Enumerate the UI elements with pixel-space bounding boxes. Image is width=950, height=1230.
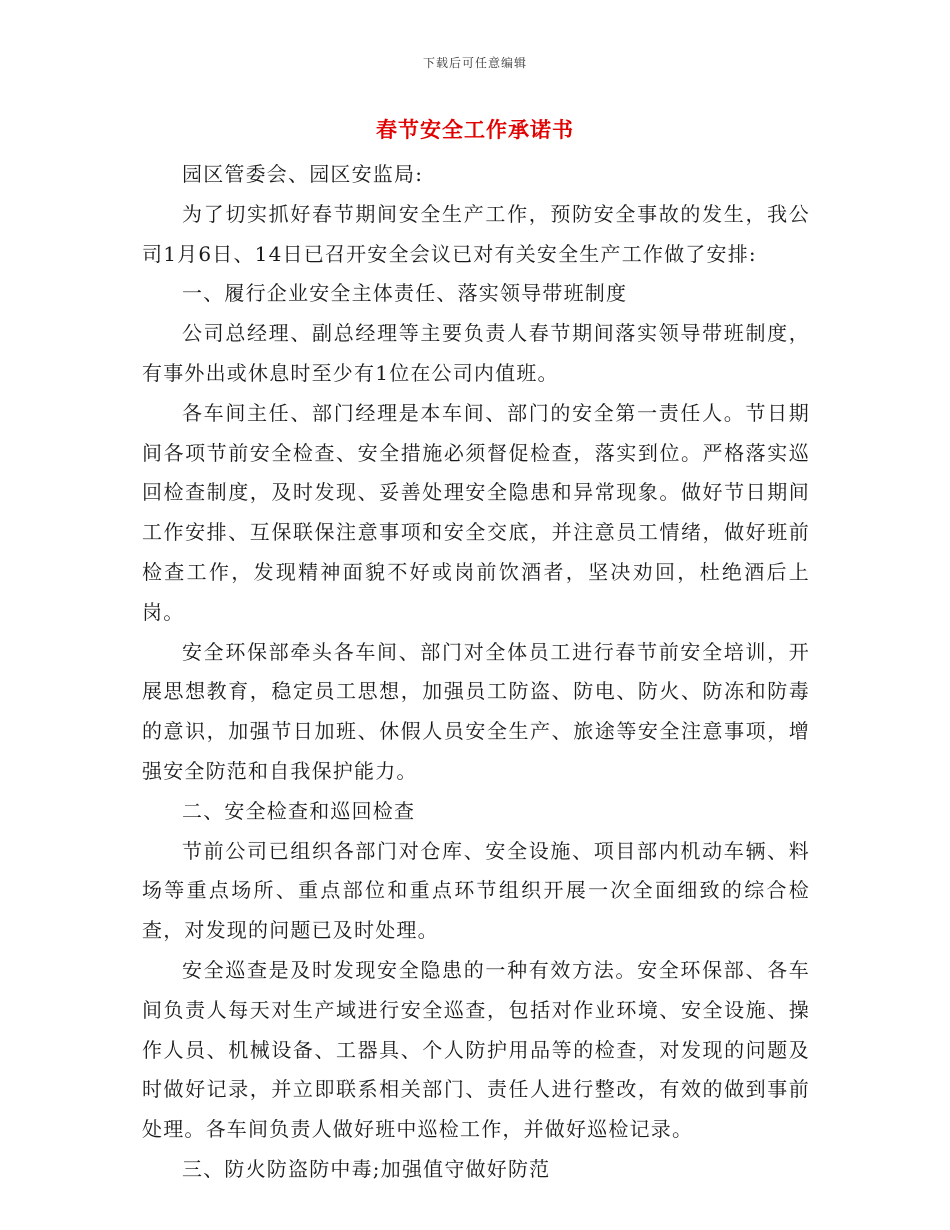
document-body — [142, 155, 810, 1190]
paragraph: 节前公司已组织各部门对仓库、安全设施、项目部内机动车辆、料场等重点场所、重点部位和重点环节组织开展一次全面细致的综合检查，对发现的问题已及时处理。 — [142, 838, 810, 943]
section-heading-3: 三、防火防盗防中毒;加强值守做好防范 — [182, 1156, 551, 1181]
paragraph: 安全环保部牵头各车间、部门对全体员工进行春节前安全培训，开展思想教育，稳定员工思想，加强员工防盗、防电、防火、防冻和防毒的意识，加强节日加班、休假人员安全生产、旅途等安全注意事项，增强安全防范和自我保护能力。 — [142, 639, 810, 783]
paragraph: 安全巡查是及时发现安全隐患的一种有效方法。安全环保部、各车间负责人每天对生产域进行安全巡查，包括对作业环境、安全设施、操作人员、机械设备、工器具、个人防护用品等的检查，对发现的问题及时做好记录，并立即联系相关部门、责任人进行整改，有效的做到事前处理。各车间负责人做好班中巡检工作，并做好巡检记录。 — [142, 957, 810, 1142]
section-heading-1: 一、履行企业安全主体责任、落实领导带班制度 — [182, 281, 628, 306]
document-title: 春节安全工作承诺书 — [376, 117, 574, 142]
paragraph: 各车间主任、部门经理是本车间、部门的安全第一责任人。节日期间各项节前安全检查、安全措施必须督促检查，落实到位。严格落实巡回检查制度，及时发现、妥善处理安全隐患和异常现象。做好节日期间工作安排、互保联保注意事项和安全交底，并注意员工情绪，做好班前检查工作，发现精神面貌不好或岗前饮酒者，坚决劝回，杜绝酒后上岗。 — [142, 400, 810, 624]
paragraph-intro: 为了切实抓好春节期间安全生产工作，预防安全事故的发生，我公司1月6日、14日已召开安全会议已对有关安全生产工作做了安排: — [142, 201, 810, 266]
section-heading-2: 二、安全检查和巡回检查 — [182, 798, 416, 823]
salutation: 园区管委会、园区安监局: — [182, 162, 424, 186]
paragraph: 公司总经理、副总经理等主要负责人春节期间落实领导带班制度，有事外出或休息时至少有1位在公司内值班。 — [142, 321, 810, 385]
header-note: 下载后可任意编辑 — [422, 56, 527, 70]
